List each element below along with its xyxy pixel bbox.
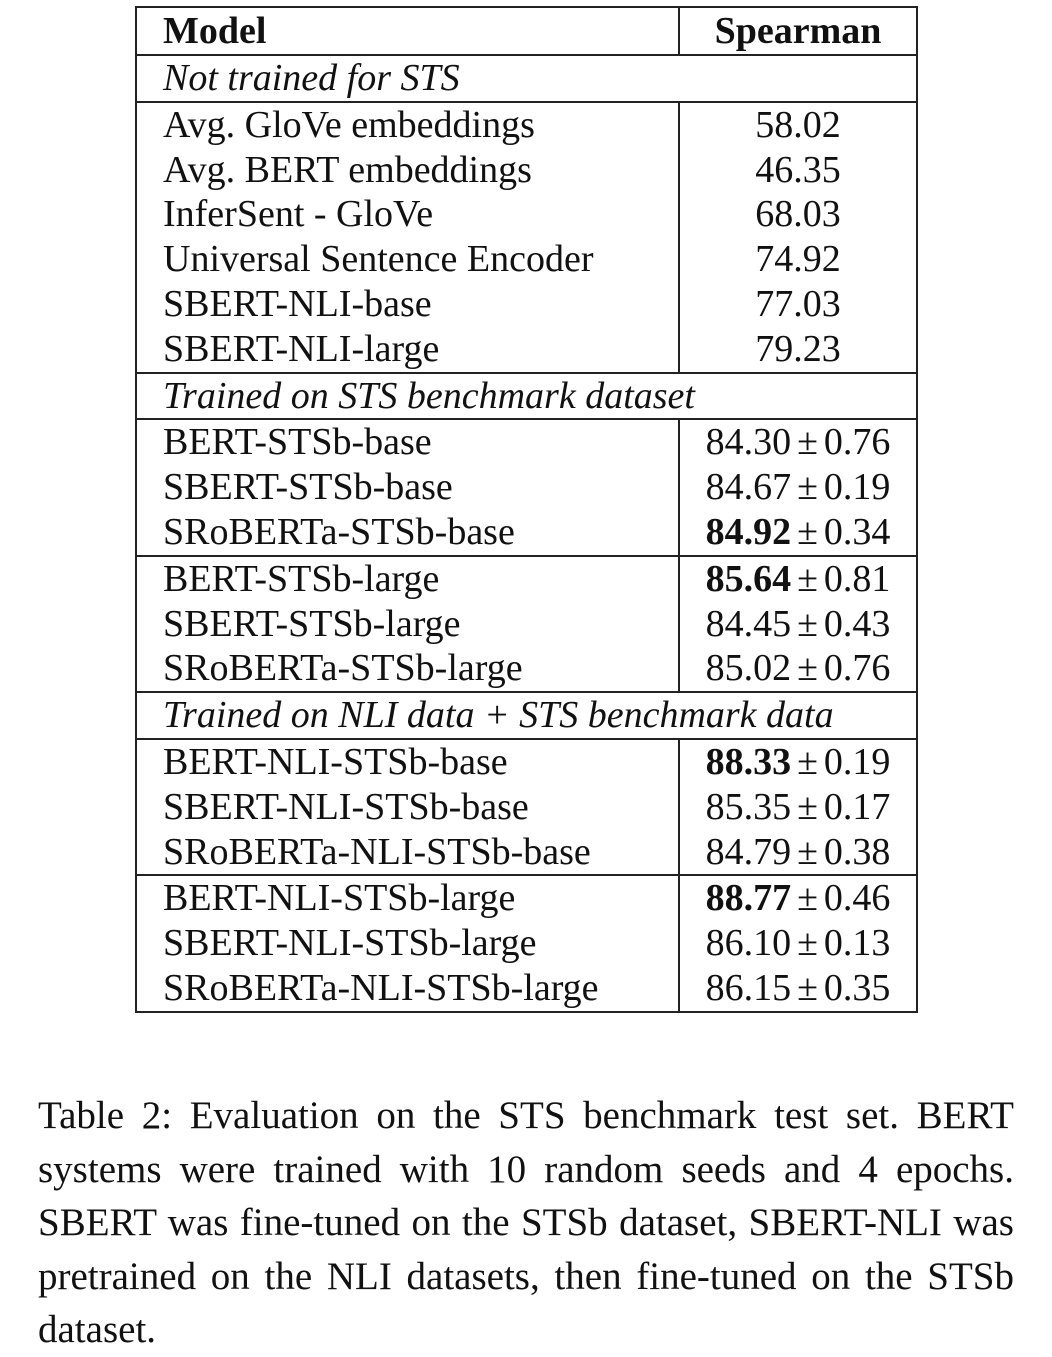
table-row [136, 148, 917, 193]
section-title: Not trained for STS [136, 55, 917, 102]
score-value: 84.45 [705, 602, 792, 645]
score-value: 85.02 [705, 647, 792, 690]
table-row [136, 327, 917, 373]
spearman-score-cell [679, 465, 917, 510]
plus-minus-symbol: ± [797, 466, 818, 509]
model-name-cell: SBERT-STSb-base [163, 466, 453, 509]
plus-minus-symbol: ± [797, 830, 818, 873]
score-std: 0.17 [823, 785, 891, 828]
model-column-header: Model [136, 7, 679, 55]
score-std: 0.38 [823, 830, 891, 873]
spearman-score-cell [679, 875, 917, 921]
model-name-cell: SRoBERTa-STSb-base [136, 510, 679, 556]
section-title: Trained on NLI data + STS benchmark data [136, 692, 917, 739]
plus-minus-symbol: ± [797, 877, 818, 920]
plus-minus-symbol: ± [797, 421, 818, 464]
table-row [136, 102, 917, 148]
table-row [136, 921, 917, 966]
spearman-score-cell [679, 556, 917, 602]
score-value: 68.03 [755, 193, 841, 236]
model-name-cell: SRoBERTa-STSb-large [136, 646, 679, 692]
model-name-cell: SRoBERTa-NLI-STSb-base [136, 830, 679, 876]
model-name-cell: Universal Sentence Encoder [163, 238, 594, 281]
score-value: 84.67 [705, 466, 792, 509]
score-value: 58.02 [755, 103, 841, 146]
score-value: 46.35 [755, 148, 841, 191]
spearman-score-cell [679, 646, 917, 692]
plus-minus-symbol: ± [797, 510, 818, 553]
spearman-column-header: Spearman [679, 7, 917, 55]
plus-minus-symbol: ± [797, 557, 818, 600]
table-row [136, 966, 917, 1012]
table-row [136, 875, 917, 921]
section-header-row [136, 55, 917, 102]
model-name-cell: BERT-STSb-base [163, 421, 432, 464]
score-value: 85.35 [705, 785, 792, 828]
table-row [136, 419, 917, 465]
plus-minus-symbol: ± [797, 740, 818, 783]
model-name-cell: Avg. GloVe embeddings [163, 103, 535, 146]
score-std: 0.46 [823, 877, 891, 920]
score-std: 0.43 [823, 602, 891, 645]
table-row [136, 510, 917, 556]
spearman-score-cell [679, 282, 917, 327]
section-title: Trained on STS benchmark dataset [136, 373, 917, 420]
model-name-cell: BERT-NLI-STSb-large [163, 877, 516, 920]
table-row [136, 646, 917, 692]
spearman-score-cell [679, 419, 917, 465]
model-name-cell: SBERT-NLI-large [136, 327, 679, 373]
table-row [136, 465, 917, 510]
spearman-score-cell [679, 327, 917, 373]
plus-minus-symbol: ± [797, 647, 818, 690]
score-value: 84.79 [705, 830, 792, 873]
score-value: 74.92 [755, 238, 841, 281]
table-row [136, 556, 917, 602]
spearman-score-cell [679, 830, 917, 876]
header-row [136, 7, 917, 55]
table-row [136, 739, 917, 785]
plus-minus-symbol: ± [797, 785, 818, 828]
spearman-score-cell [679, 510, 917, 556]
model-name-cell: SBERT-NLI-STSb-large [163, 922, 537, 965]
table-body [136, 7, 917, 1012]
section-header-row [136, 692, 917, 739]
score-value: 85.64 [705, 557, 792, 600]
spearman-score-cell [679, 192, 917, 237]
model-name-cell: SBERT-STSb-large [163, 602, 461, 645]
section-header-row [136, 373, 917, 420]
table-caption: Table 2: Evaluation on the STS benchmark test set. BERT systems were trained with 10 random seeds and 4 epochs. SBERT was fine-tuned on the STSb dataset, SBERT-NLI was pretrained on the NLI datasets, then fine-tuned on the STSb dataset. [38, 1094, 1014, 1351]
score-value: 86.15 [705, 966, 792, 1009]
spearman-score-cell [679, 602, 917, 647]
model-name-cell: SBERT-NLI-base [163, 282, 432, 325]
table-row [136, 785, 917, 830]
results-table [135, 6, 918, 1013]
score-std: 0.19 [823, 740, 891, 783]
model-name-cell: SRoBERTa-NLI-STSb-large [136, 966, 679, 1012]
table-row [136, 192, 917, 237]
score-value: 88.33 [705, 740, 792, 783]
table-row [136, 237, 917, 282]
model-name-cell: BERT-NLI-STSb-base [163, 740, 508, 783]
plus-minus-symbol: ± [797, 966, 818, 1009]
table-row [136, 830, 917, 876]
spearman-score-cell [679, 148, 917, 193]
score-std: 0.34 [823, 510, 891, 553]
score-value: 86.10 [705, 922, 792, 965]
score-value: 79.23 [755, 327, 841, 370]
model-name-cell: InferSent - GloVe [163, 193, 434, 236]
score-std: 0.35 [823, 966, 891, 1009]
model-name-cell: BERT-STSb-large [163, 557, 440, 600]
plus-minus-symbol: ± [797, 922, 818, 965]
score-value: 84.92 [705, 510, 792, 553]
score-std: 0.19 [823, 466, 891, 509]
score-value: 77.03 [755, 282, 841, 325]
score-std: 0.76 [823, 421, 891, 464]
score-std: 0.13 [823, 922, 891, 965]
spearman-score-cell [679, 966, 917, 1012]
spearman-score-cell [679, 785, 917, 830]
score-value: 84.30 [705, 421, 792, 464]
spearman-score-cell [679, 921, 917, 966]
spearman-score-cell [679, 739, 917, 785]
plus-minus-symbol: ± [797, 602, 818, 645]
model-name-cell: Avg. BERT embeddings [163, 148, 532, 191]
score-std: 0.81 [823, 557, 891, 600]
score-std: 0.76 [823, 647, 891, 690]
table-row [136, 282, 917, 327]
model-name-cell: SBERT-NLI-STSb-base [163, 785, 529, 828]
spearman-score-cell [679, 237, 917, 282]
spearman-score-cell [679, 102, 917, 148]
score-value: 88.77 [705, 877, 792, 920]
table-row [136, 602, 917, 647]
